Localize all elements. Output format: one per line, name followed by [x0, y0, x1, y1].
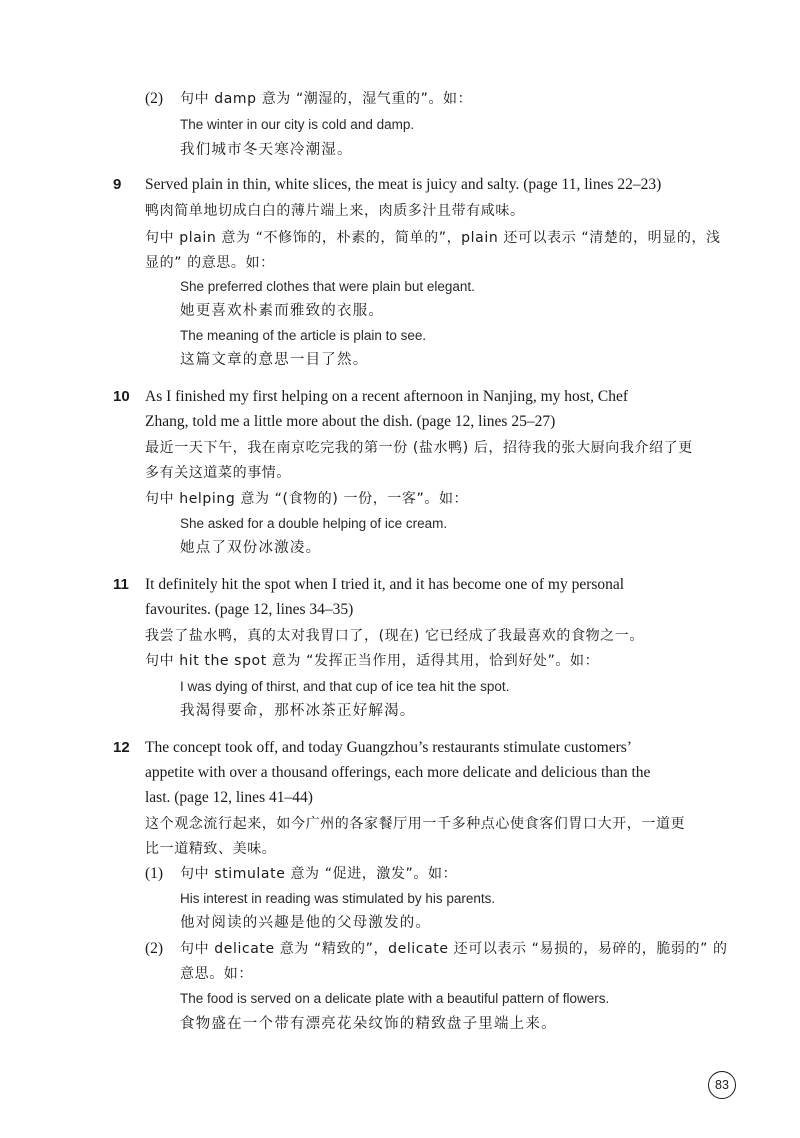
source-sentence: Served plain in thin, white slices, the meat is juicy and salty. (page 11, lines 22–23): [145, 176, 662, 193]
example-cn: 他对阅读的兴趣是他的父母激发的。: [180, 915, 432, 931]
example-en: The food is served on a delicate plate with a beautiful pattern of flowers.: [180, 991, 610, 1006]
explanation-text: 句中 hit the spot 意为 “发挥正当作用，适得其用，恰到好处”。如：: [145, 653, 600, 669]
sub-label: (1): [145, 865, 164, 882]
source-sentence: As I finished my first helping on a recent afternoon in Nanjing, my host, Chef: [145, 388, 628, 405]
explanation-text: 句中 helping 意为 “(食物的) 一份，一客”。如：: [145, 491, 469, 507]
translation: 多有关这道菜的事情。: [145, 465, 291, 481]
explanation-text: 句中 plain 意为 “不修饰的，朴素的，简单的”，plain 还可以表示 “清楚的，明显的，浅: [145, 230, 721, 246]
note-number: 12: [113, 739, 130, 756]
note-number: 9: [113, 176, 122, 193]
translation: 最近一天下午，我在南京吃完我的第一份 (盐水鸭) 后，招待我的张大厨向我介绍了更: [145, 440, 693, 456]
example-en: She preferred clothes that were plain but elegant.: [180, 279, 475, 294]
example-cn: 这篇文章的意思一目了然。: [180, 352, 369, 368]
example-en: The winter in our city is cold and damp.: [180, 117, 415, 132]
example-en: His interest in reading was stimulated by his parents.: [180, 891, 496, 906]
translation: 这个观念流行起来，如今广州的各家餐厅用一千多种点心使食客们胃口大开，一道更: [145, 816, 686, 832]
note-number: 10: [113, 388, 130, 405]
translation: 比一道精致、美味。: [145, 841, 277, 857]
translation: 我尝了盐水鸭，真的太对我胃口了，(现在) 它已经成了我最喜欢的食物之一。: [145, 628, 644, 644]
source-sentence: appetite with over a thousand offerings, each more delicate and delicious than the: [145, 764, 651, 781]
example-cn: 她更喜欢朴素而雅致的衣服。: [180, 303, 385, 319]
explanation-text: 句中 delicate 意为 “精致的”，delicate 还可以表示 “易损的，易碎的，脆弱的” 的: [180, 941, 728, 957]
explanation-text: 意思。如：: [180, 966, 253, 982]
explanation-text: 句中 damp 意为 “潮湿的，湿气重的”。如：: [180, 91, 473, 107]
example-en: She asked for a double helping of ice cream.: [180, 516, 448, 531]
explanation-text: 句中 stimulate 意为 “促进，激发”。如：: [180, 866, 458, 882]
source-sentence: It definitely hit the spot when I tried it, and it has become one of my personal: [145, 576, 625, 593]
example-en: I was dying of thirst, and that cup of ice tea hit the spot.: [180, 679, 510, 694]
source-sentence: Zhang, told me a little more about the dish. (page 12, lines 25–27): [145, 413, 556, 430]
translation: 鸭肉简单地切成白白的薄片端上来，肉质多汁且带有咸味。: [145, 203, 525, 219]
example-en: The meaning of the article is plain to see.: [180, 328, 427, 343]
page-number: 83: [708, 1071, 736, 1099]
sub-label: (2): [145, 940, 164, 957]
example-cn: 食物盛在一个带有漂亮花朵纹饰的精致盘子里端上来。: [180, 1016, 557, 1032]
sub-label: (2): [145, 90, 164, 107]
source-sentence: last. (page 12, lines 41–44): [145, 789, 313, 806]
example-cn: 她点了双份冰激凌。: [180, 540, 322, 556]
explanation-text: 显的” 的意思。如：: [145, 255, 275, 271]
source-sentence: favourites. (page 12, lines 34–35): [145, 601, 354, 618]
example-cn: 我们城市冬天寒冷潮湿。: [180, 142, 353, 158]
note-number: 11: [113, 576, 129, 593]
example-cn: 我渴得要命，那杯冰茶正好解渴。: [180, 703, 416, 719]
source-sentence: The concept took off, and today Guangzhou’s restaurants stimulate customers’: [145, 739, 632, 756]
